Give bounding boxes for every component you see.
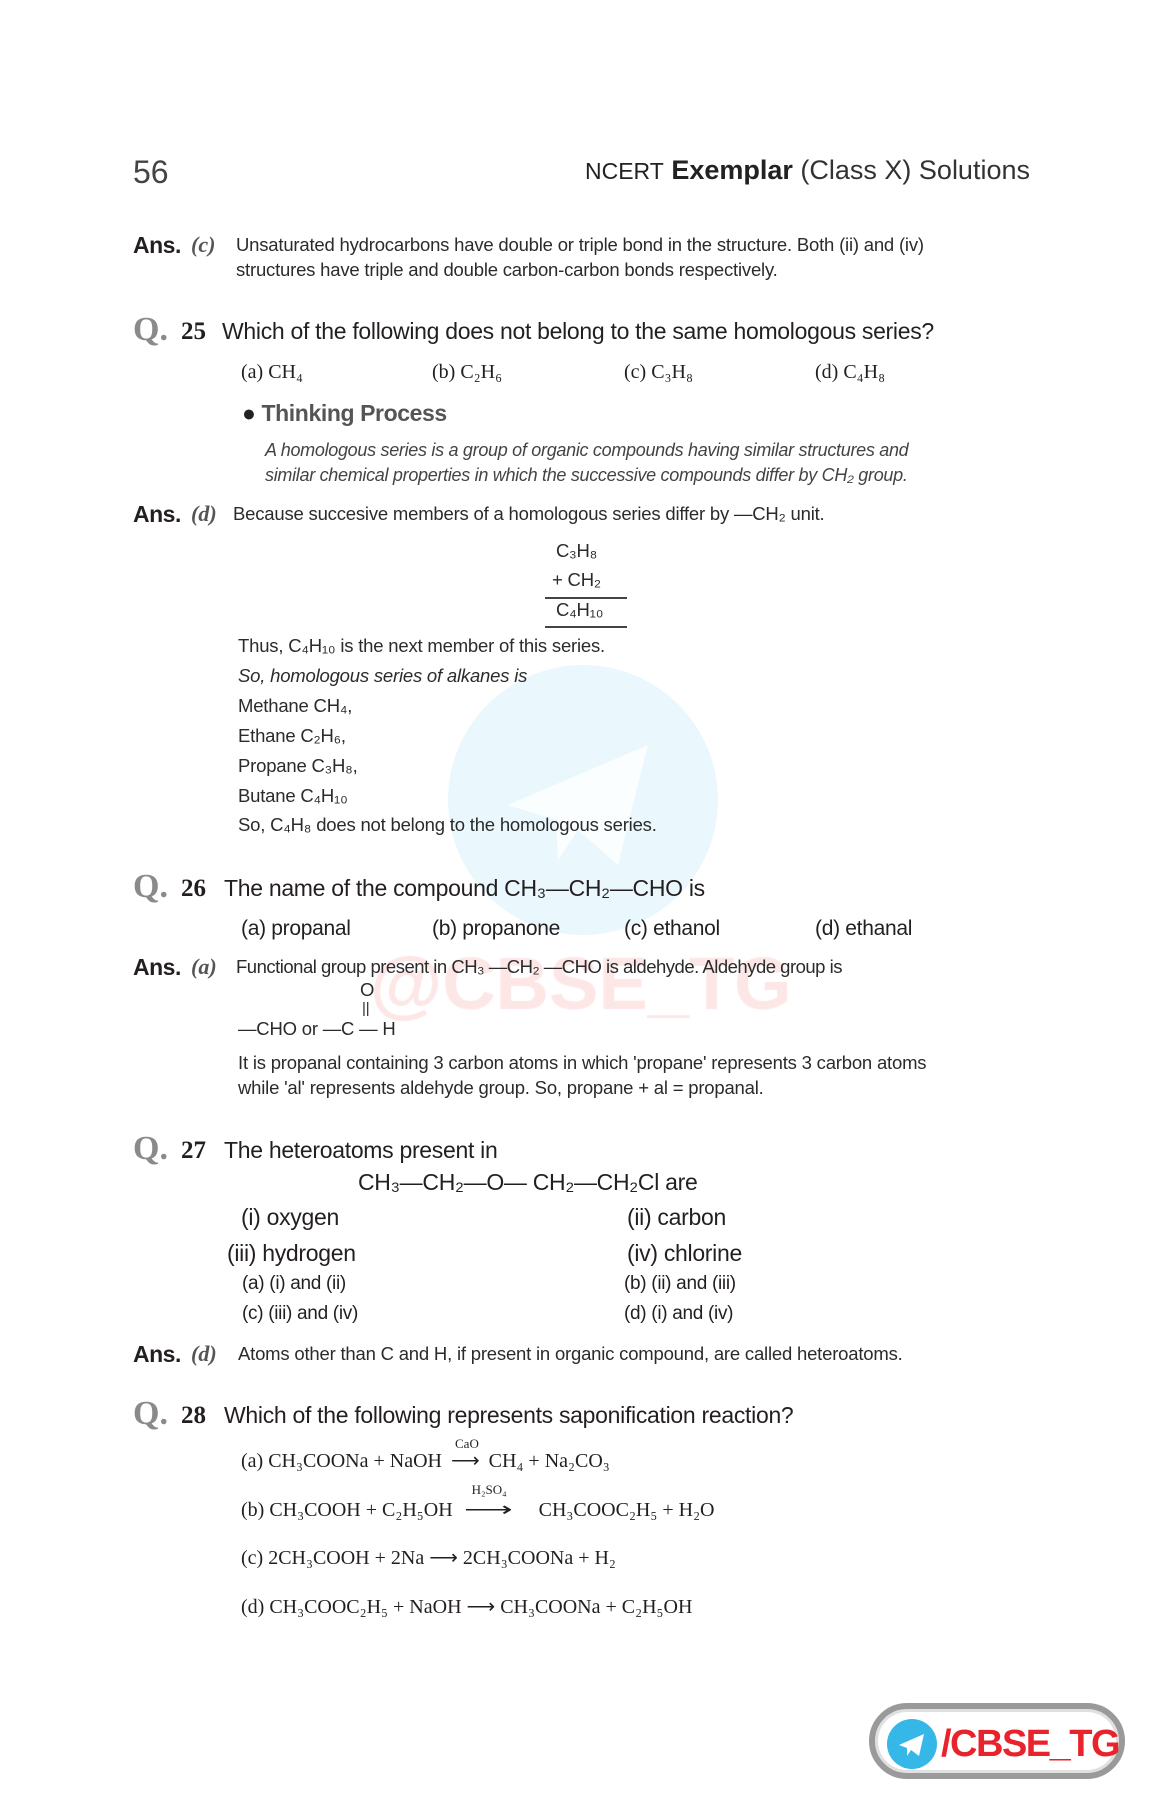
question-number: 28 [181, 1402, 206, 1429]
thinking-line: similar chemical properties in which the successive compounds differ by CH₂ group. [265, 465, 908, 485]
answer-text: Atoms other than C and H, if present in organic compound, are called heteroatoms. [238, 1343, 903, 1364]
answer-line: structures have triple and double carbon-carbon bonds respectively. [236, 259, 778, 280]
reactants: (c) 2CH₃COOH + 2Na [241, 1547, 425, 1569]
thinking-process-heading [242, 402, 447, 425]
question-text: Which of the following represents saponification reaction? [224, 1402, 794, 1428]
answer-label: Ans. [133, 501, 181, 527]
products: CH₃COOC₂H₅ + H₂O [538, 1499, 715, 1521]
option-c: (c) ethanol [624, 917, 720, 940]
question-text: Which of the following does not belong to the same homologous series? [222, 318, 934, 344]
answer-line: Thus, C₄H₁₀ is the next member of this series. [238, 635, 605, 656]
question-text: The name of the compound CH₃—CH₂—CHO is [224, 875, 705, 901]
option-b: (b) C₂H₆ [432, 361, 503, 383]
reactants: (b) CH₃COOH + C₂H₅OH [241, 1499, 453, 1521]
aldehyde-structure: —CHO or —C — H [238, 1018, 396, 1039]
answer-line: Methane CH₄, [238, 695, 353, 716]
option-b: (b) (ii) and (iii) [624, 1273, 736, 1294]
reaction-option-c [241, 1548, 616, 1568]
reaction-arrow [463, 1482, 528, 1521]
compound-formula: CH₃—CH₂—O— CH₂—CH₂Cl are [358, 1169, 698, 1195]
products: CH₃COONa + C₂H₅OH [500, 1596, 693, 1618]
answer-option: (d) [191, 501, 217, 526]
option-a: (a) CH₄ [241, 361, 303, 383]
answer-line: while 'al' represents aldehyde group. So, propane + al = propanal. [238, 1077, 764, 1098]
arrow: ⟶ [429, 1547, 458, 1569]
item-iii: (iii) hydrogen [227, 1240, 356, 1266]
answer-label: Ans. [133, 954, 181, 980]
answer-line: Unsaturated hydrocarbons have double or triple bond in the structure. Both (ii) and (iv) [236, 234, 924, 255]
answer-text: Functional group present in CH₃ —CH₂ —CHO is aldehyde. Aldehyde group is [236, 956, 842, 977]
header-suffix: (Class X) Solutions [800, 155, 1030, 185]
double-bond: || [362, 1000, 370, 1017]
item-iv: (iv) chlorine [627, 1240, 742, 1266]
reactants: (d) CH₃COOC₂H₅ + NaOH [241, 1596, 462, 1618]
stack-term: C₃H₈ [556, 540, 598, 561]
answer-line: Butane C₄H₁₀ [238, 785, 348, 806]
thinking-line: A homologous series is a group of organic compounds having similar structures and [265, 440, 909, 460]
answer-label: Ans. [133, 1341, 181, 1367]
option-d: (d) ethanal [815, 917, 913, 940]
option-b: (b) propanone [432, 917, 561, 940]
catalyst: H₂SO₄ [471, 1482, 507, 1497]
question-number: 27 [181, 1137, 206, 1164]
answer-line: It is propanal containing 3 carbon atoms in which 'propane' represents 3 carbon atoms [238, 1052, 927, 1073]
badge-label: /CBSE_TG [941, 1723, 1120, 1765]
lightbulb-icon: ● [242, 400, 256, 426]
catalyst: CaO [455, 1436, 479, 1451]
cbse-tg-badge[interactable] [869, 1703, 1125, 1779]
answer-line: Propane C₃H₈, [238, 755, 358, 776]
answer-option: (d) [191, 1341, 217, 1366]
option-a: (a) (i) and (ii) [242, 1273, 346, 1294]
header-bold: Exemplar [671, 155, 793, 185]
answer-line: So, C₄H₈ does not belong to the homologous series. [238, 814, 657, 835]
header-prefix: NCERT [584, 158, 664, 184]
option-d: (d) (i) and (iv) [624, 1303, 734, 1324]
answer-text: Because succesive members of a homologous series differ by —CH₂ unit. [233, 503, 825, 524]
answer-line: Ethane C₂H₆, [238, 725, 346, 746]
question-marker: Q. [133, 1130, 168, 1167]
carbonyl-oxygen: O [360, 979, 375, 1000]
products: CH₄ + Na₂CO₃ [488, 1450, 610, 1472]
stack-term: + CH₂ [552, 569, 601, 590]
question-number: 25 [181, 318, 206, 345]
question-text: The heteroatoms present in [224, 1137, 498, 1163]
reaction-option-a [241, 1436, 610, 1472]
item-i: (i) oxygen [241, 1204, 339, 1230]
page-number: 56 [133, 154, 169, 190]
reactants: (a) CH₃COONa + NaOH [241, 1450, 442, 1472]
answer-option: (c) [191, 232, 216, 257]
reaction-arrow [451, 1436, 480, 1472]
option-d: (d) C₄H₈ [815, 361, 886, 383]
question-marker: Q. [133, 868, 168, 905]
thinking-title: Thinking Process [261, 400, 447, 426]
answer-line: So, homologous series of alkanes is [238, 665, 528, 686]
products: 2CH₃COONa + H₂ [462, 1547, 616, 1569]
item-ii: (ii) carbon [627, 1204, 726, 1230]
arrow: ⟶ [451, 1450, 480, 1472]
option-c: (c) (iii) and (iv) [242, 1303, 358, 1324]
sum-rule [545, 626, 627, 628]
telegram-icon [887, 1719, 937, 1769]
reaction-option-b [241, 1482, 715, 1521]
answer-option: (a) [191, 954, 217, 979]
page-header-title [585, 157, 1030, 184]
arrow: ⟶ [463, 1499, 513, 1521]
reaction-option-d [241, 1597, 692, 1617]
option-c: (c) C₃H₈ [624, 361, 693, 383]
question-marker: Q. [133, 1395, 168, 1432]
answer-label: Ans. [133, 232, 181, 258]
arrow: ⟶ [466, 1596, 496, 1618]
option-a: (a) propanal [241, 917, 351, 940]
watermark-image [360, 940, 820, 1040]
stack-result: C₄H₁₀ [556, 599, 604, 620]
question-number: 26 [181, 875, 206, 902]
question-marker: Q. [133, 311, 168, 348]
